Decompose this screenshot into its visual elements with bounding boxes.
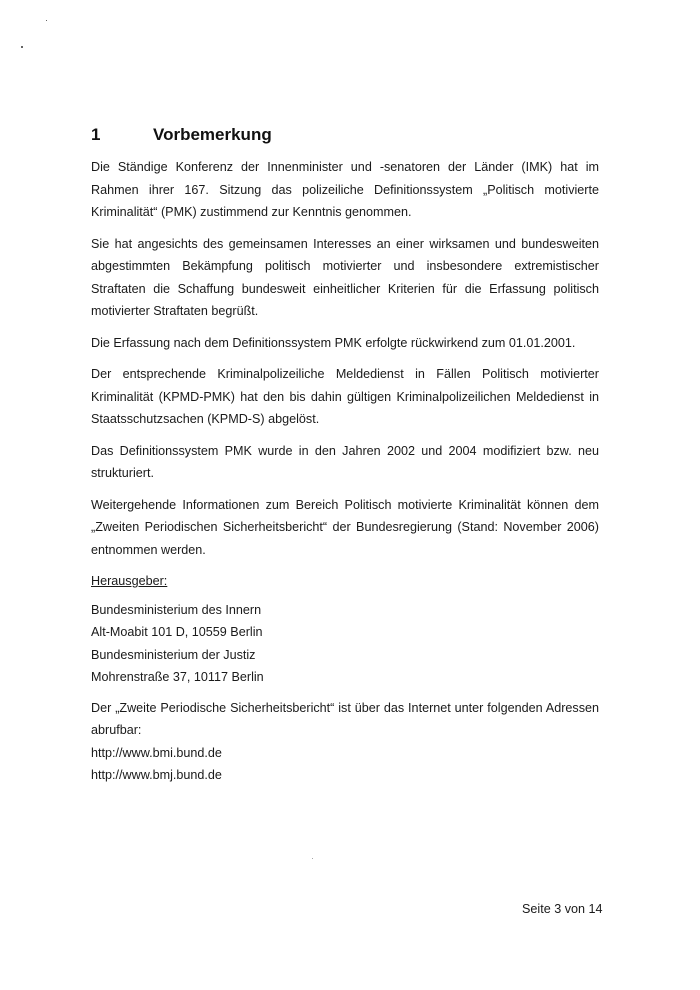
page-number: Seite 3 von 14 bbox=[522, 902, 603, 916]
address-line: Bundesministerium des Innern bbox=[91, 602, 262, 617]
address-line: Alt-Moabit 101 D, 10559 Berlin bbox=[91, 625, 263, 639]
section-heading bbox=[91, 125, 272, 145]
paragraph: Sie hat angesichts des gemeinsamen Interesses an einer wirksamen und bundesweiten abgestimmten Bekämpfung politisch motivierter und insbesondere extremistischer Straftaten die Schaffung bundesweit einheitlicher Kriterien für die Erfassung politisch motivierter Straftaten begrüßt. bbox=[91, 236, 599, 318]
availability-text: Der „Zweite Periodische Sicherheitsbericht“ ist über das Internet unter folgenden Adressen abrufbar: bbox=[91, 700, 599, 737]
url-link[interactable]: http://www.bmj.bund.de bbox=[91, 768, 222, 782]
paragraph: Die Ständige Konferenz der Innenminister und -senatoren der Länder (IMK) hat im Rahmen ihrer 167. Sitzung das polizeiliche Definitionssystem „Politisch motivierte Kriminalität“ (PMK) zustimmend zur Kenntnis genommen. bbox=[91, 160, 599, 219]
address-line: Mohrenstraße 37, 10117 Berlin bbox=[91, 670, 264, 684]
section-number: 1 bbox=[91, 125, 101, 144]
paragraph: Weitergehende Informationen zum Bereich Politisch motivierte Kriminalität können dem „Zweiten Periodischen Sicherheitsbericht“ der Bundesregierung (Stand: November 2006) entnommen werden. bbox=[91, 497, 599, 557]
url-link[interactable]: http://www.bmi.bund.de bbox=[91, 745, 222, 760]
section-title: Vorbemerkung bbox=[153, 125, 272, 144]
publisher-label: Herausgeber: bbox=[91, 574, 168, 588]
paragraph: Das Definitionssystem PMK wurde in den Jahren 2002 und 2004 modifiziert bzw. neu strukturiert. bbox=[91, 443, 599, 480]
scan-speck bbox=[312, 858, 313, 859]
publisher-address bbox=[91, 599, 599, 689]
document-body bbox=[91, 156, 599, 787]
scan-speck bbox=[46, 20, 47, 21]
paragraph: Der entsprechende Kriminalpolizeiliche Meldedienst in Fällen Politisch motivierter Kriminalität (KPMD-PMK) hat den bis dahin gültigen Kriminalpolizeilichen Meldedienst in Staatsschutzsachen (KPMD-S) abgelöst. bbox=[91, 367, 599, 426]
address-line: Bundesministerium der Justiz bbox=[91, 647, 256, 662]
paragraph: Die Erfassung nach dem Definitionssystem PMK erfolgte rückwirkend zum 01.01.2001. bbox=[91, 335, 576, 350]
scan-speck bbox=[21, 46, 23, 48]
